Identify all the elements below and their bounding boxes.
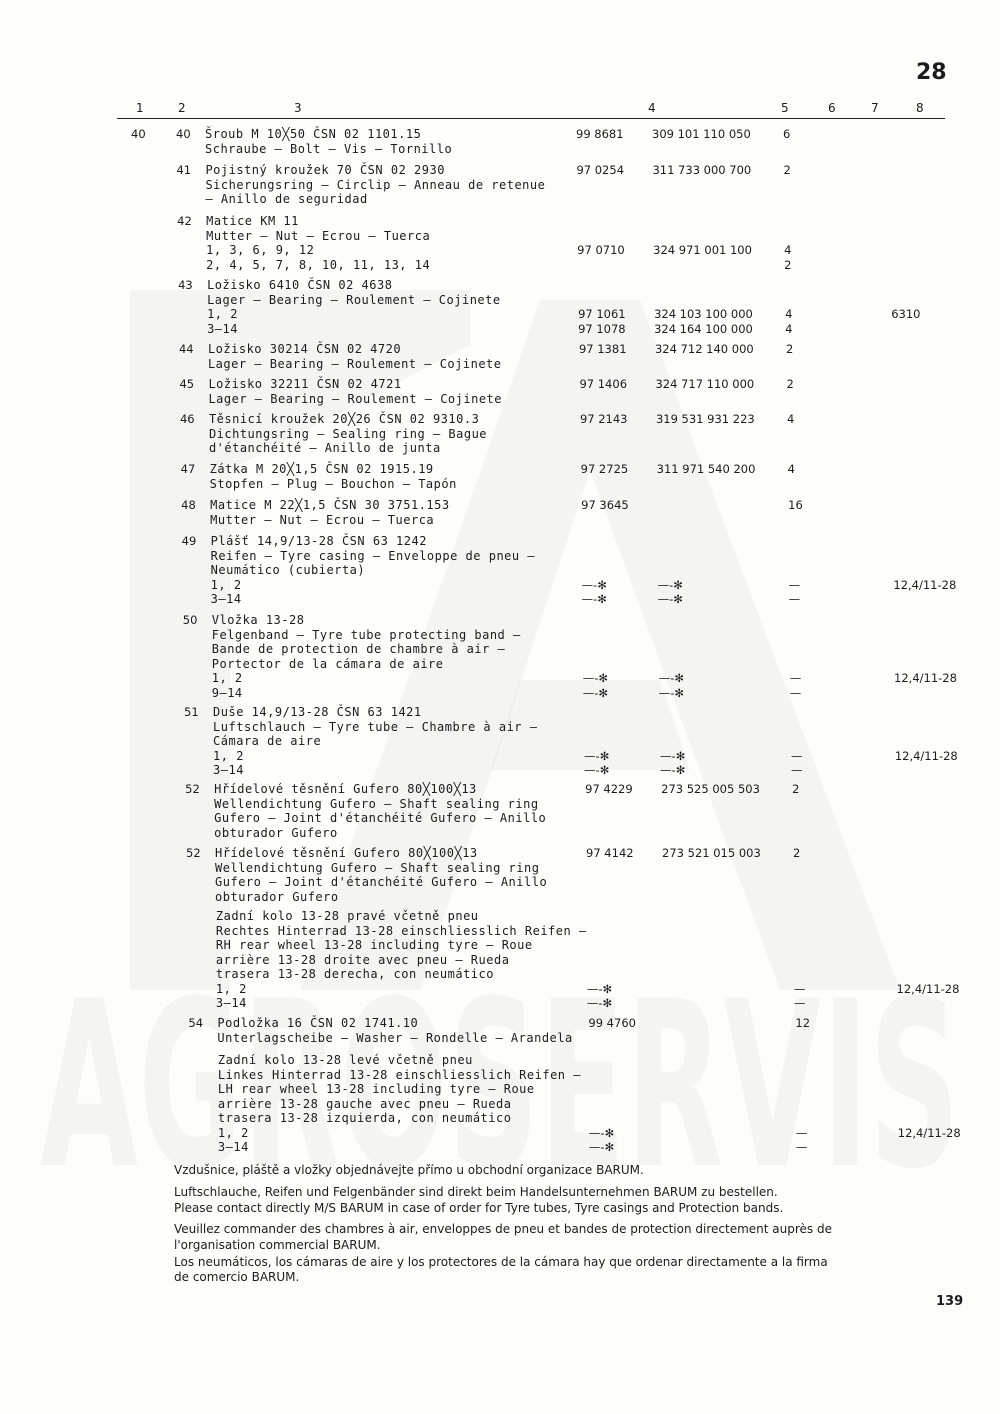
quantity: 2	[783, 163, 791, 177]
part-description-line: 1, 3, 6, 9, 12	[206, 243, 315, 257]
part-description-line: Matice M 22╳1,5 ČSN 30 3751.153	[210, 498, 450, 512]
catalog-number: —-✻	[586, 981, 613, 996]
note-line: Please contact directly M/S BARUM in case of order for Tyre tubes, Tyre casings and Protection bands.	[174, 1201, 784, 1215]
part-description-line: Reifen — Tyre casing — Enveloppe de pneu —	[210, 548, 536, 563]
part-description-line: Zátka M 20╳1,5 ČSN 02 1915.19	[209, 462, 434, 476]
catalog-number: 97 2725	[580, 462, 629, 476]
part-description-line: 1, 2	[211, 671, 243, 685]
part-description-line: Stopfen — Plug — Bouchon — Tapón	[209, 476, 457, 491]
watermark-text: AGROSERVIS	[40, 953, 961, 1220]
part-description-line: Pojistný kroužek 70 ČSN 02 2930	[205, 163, 445, 177]
part-number: 324 712 140 000	[654, 342, 754, 356]
part-description-line: obturador Gufero	[215, 889, 339, 904]
part-description-line: Wellendichtung Gufero — Shaft sealing ring	[214, 796, 539, 811]
part-description-line: 3—14	[213, 763, 244, 777]
part-description-line: RH rear wheel 13-28 including tyre — Roue	[215, 938, 533, 952]
quantity: —	[789, 671, 802, 685]
position-number: 49	[181, 534, 197, 548]
part-description-line: Ložisko 32211 ČSN 02 4721	[208, 377, 402, 391]
note-line: Veuillez commander des chambres à air, enveloppes de pneu et bandes de protection directement auprès de	[174, 1222, 832, 1236]
part-description-line: arrière 13-28 gauche avec pneu — Rueda	[217, 1096, 512, 1111]
part-description-line: Vložka 13-28	[211, 613, 305, 627]
part-description-line: Lager — Bearing — Roulement — Cojinete	[207, 356, 502, 371]
part-description-line: 9—14	[211, 685, 243, 700]
part-description-line: 1, 2	[217, 1125, 249, 1140]
quantity: 4	[787, 462, 795, 476]
quantity: 2	[786, 377, 794, 391]
catalog-number: 97 1406	[579, 377, 628, 391]
part-description-line: obturador Gufero	[214, 825, 338, 840]
part-description-line: Lager — Bearing — Roulement — Cojinete	[208, 391, 502, 406]
part-number: —-✻	[658, 671, 685, 685]
part-number: 311 971 540 200	[656, 462, 756, 476]
header-col-4: 4	[648, 101, 656, 115]
part-description-line: Bande de protection de chambre à air —	[211, 642, 506, 656]
position-number: 47	[180, 462, 196, 476]
header-col-2: 2	[178, 101, 186, 115]
position-number: 54	[188, 1016, 204, 1030]
quantity: 6	[783, 127, 791, 141]
part-description-line: Podložka 16 ČSN 02 1741.10	[217, 1016, 419, 1030]
quantity: —	[791, 763, 803, 777]
note-line: Luftschlauche, Reifen und Felgenbänder sind direkt beim Handelsunternehmen BARUM zu bestellen.	[174, 1185, 778, 1199]
part-number: —-✻	[658, 685, 685, 700]
part-description-line: Ložisko 30214 ČSN 02 4720	[207, 342, 402, 356]
catalog-number: —-✻	[581, 592, 607, 606]
catalog-number: —-✻	[582, 685, 609, 700]
part-description-line: 1, 2	[207, 307, 238, 321]
header-col-7: 7	[871, 101, 879, 115]
quantity: 2	[793, 846, 801, 860]
part-description-line: Wellendichtung Gufero — Shaft sealing ring	[215, 860, 540, 875]
part-description-line: Linkes Hinterrad 13-28 einschliesslich Reifen —	[217, 1067, 581, 1082]
part-number: 273 521 015 003	[662, 846, 761, 860]
note-line: l'organisation commercial BARUM.	[174, 1238, 381, 1252]
part-number: 324 164 100 000	[654, 321, 753, 336]
part-number: —-✻	[657, 592, 683, 606]
position-number: 46	[179, 412, 195, 426]
position-number: 48	[181, 498, 196, 512]
position-number: 42	[177, 214, 192, 228]
catalog-number: 97 1381	[578, 342, 627, 356]
part-description-line: Neumático (cubierta)	[210, 563, 366, 577]
header-col-1: 1	[136, 101, 144, 115]
remark: 12,4/11-28	[896, 981, 960, 996]
part-number: 273 525 005 503	[661, 782, 760, 796]
remark: 12,4/11-28	[894, 748, 958, 763]
part-description-line: Hřídelové těsnění Gufero 80╳100╳13	[214, 782, 477, 796]
quantity: —	[788, 592, 801, 606]
catalog-number: —-✻	[588, 1140, 615, 1154]
position-number: 52	[185, 782, 200, 796]
part-description-line: Sicherungsring — Circlip — Anneau de retenue	[205, 177, 546, 192]
quantity: —	[795, 1125, 808, 1140]
note-line: Los neumáticos, los cámaras de aire y los protectores de la cámara hay que ordenar directamente a la firma	[174, 1255, 828, 1269]
part-description-line: Lager — Bearing — Roulement — Cojinete	[207, 292, 501, 307]
part-description-line: Zadní kolo 13-28 levé včetně pneu	[217, 1053, 473, 1067]
header-col-5: 5	[781, 101, 789, 115]
catalog-number: 99 4760	[588, 1016, 636, 1030]
part-description-line: d'étanchéité — Anillo de junta	[208, 441, 441, 455]
quantity: —	[793, 981, 806, 996]
catalog-number: 97 3645	[581, 498, 629, 512]
part-description-line: Duše 14,9/13-28 ČSN 63 1421	[213, 705, 422, 719]
position-number: 43	[178, 278, 193, 292]
header-rule	[117, 118, 945, 119]
catalog-number: 97 2143	[579, 412, 628, 426]
position-number: 41	[176, 163, 192, 177]
part-description-line: Hřídelové těsnění Gufero 80╳100╳13	[215, 846, 478, 860]
part-description-line: 1, 2	[213, 748, 244, 763]
catalog-number: —-✻	[582, 671, 609, 685]
part-description-line: Unterlagscheibe — Washer — Rondelle — Arandela	[217, 1030, 573, 1045]
part-description-line: arrière 13-28 droite avec pneu — Rueda	[215, 952, 510, 967]
quantity: —	[789, 685, 802, 700]
quantity: 2	[784, 257, 792, 272]
quantity: —	[793, 996, 806, 1010]
bottom-page-number: 139	[936, 1294, 964, 1309]
part-description-line: Gufero — Joint d'étanchéité Gufero — Anillo	[215, 875, 548, 889]
part-description-line: LH rear wheel 13-28 including tyre — Roue	[217, 1082, 535, 1096]
part-number: 311 733 000 700	[652, 163, 752, 177]
part-description-line: Mutter — Nut — Ecrou — Tuerca	[206, 228, 431, 243]
position-number: 45	[179, 377, 195, 391]
catalog-number: —-✻	[586, 996, 613, 1010]
quantity: 4	[784, 243, 792, 257]
quantity: 2	[785, 342, 794, 356]
catalog-number: 99 8681	[576, 127, 624, 141]
catalog-number: —-✻	[588, 1125, 615, 1140]
part-description-line: Rechtes Hinterrad 13-28 einschliesslich Reifen —	[215, 923, 587, 938]
part-description-line: Mutter — Nut — Ecrou — Tuerca	[210, 512, 435, 527]
remark: 12,4/11-28	[897, 1125, 961, 1140]
part-description-line: 3—14	[215, 996, 247, 1010]
quantity: 12	[795, 1016, 811, 1030]
header-col-3: 3	[294, 101, 302, 115]
part-description-line: Luftschlauch — Tyre tube — Chambre à air —	[213, 719, 538, 734]
page-number: 28	[916, 60, 947, 85]
part-number: —-✻	[660, 748, 686, 763]
group-number: 40	[131, 127, 146, 141]
part-number: —-✻	[660, 763, 686, 777]
part-description-line: Portector de la cámara de aire	[211, 656, 444, 671]
part-description-line: Cámara de aire	[213, 734, 322, 748]
quantity: 4	[786, 412, 795, 426]
part-description-line: 1, 2	[215, 981, 247, 996]
part-description-line: trasera 13-28 derecha, con neumático	[215, 967, 494, 981]
header-col-6: 6	[828, 101, 836, 115]
remark: 12,4/11-28	[893, 577, 957, 592]
part-description-line: Felgenband — Tyre tube protecting band —	[211, 627, 521, 642]
part-description-line: 2, 4, 5, 7, 8, 10, 11, 13, 14	[206, 257, 431, 272]
quantity: 4	[785, 321, 793, 336]
part-description-line: — Anillo de seguridad	[205, 192, 368, 206]
quantity: 16	[788, 498, 803, 512]
catalog-number: 97 0710	[577, 243, 625, 257]
part-description-line: 3—14	[207, 321, 238, 336]
position-number: 51	[184, 705, 199, 719]
note-line: de comercio BARUM.	[174, 1270, 300, 1284]
part-number: 319 531 931 223	[655, 412, 755, 426]
part-description-line: Gufero — Joint d'étanchéité Gufero — Anillo	[214, 811, 547, 825]
note-line: Vzdušnice, pláště a vložky objednávejte přímo u obchodní organizace BARUM.	[174, 1163, 644, 1177]
catalog-number: —-✻	[584, 748, 610, 763]
catalog-number: 97 0254	[576, 163, 625, 177]
quantity: —	[795, 1140, 808, 1154]
part-description-line: 1, 2	[210, 577, 242, 592]
catalog-number: —-✻	[584, 763, 610, 777]
catalog-number: 97 1061	[578, 307, 626, 321]
part-number: 309 101 110 050	[652, 127, 751, 141]
part-description-line: Matice KM 11	[206, 214, 299, 228]
catalog-number: 97 4142	[586, 846, 634, 860]
part-description-line: Těsnicí kroužek 20╳26 ČSN 02 9310.3	[208, 412, 480, 426]
part-description-line: Plášť 14,9/13-28 ČSN 63 1242	[210, 534, 427, 548]
position-number: 52	[186, 846, 201, 860]
quantity: 4	[785, 307, 793, 321]
part-description-line: Zadní kolo 13-28 pravé včetně pneu	[215, 909, 479, 923]
quantity: 2	[792, 782, 800, 796]
position-number: 40	[176, 127, 191, 141]
part-description-line: trasera 13-28 izquierda, con neumático	[217, 1111, 512, 1125]
part-description-line: Schraube — Bolt — Vis — Tornillo	[205, 141, 453, 156]
catalog-number: 97 4229	[585, 782, 633, 796]
part-number: —-✻	[657, 577, 683, 592]
quantity: —	[788, 577, 801, 592]
part-number: 324 103 100 000	[654, 307, 753, 321]
header-col-8: 8	[916, 101, 924, 115]
catalog-number: 97 1078	[578, 321, 626, 336]
position-number: 50	[182, 613, 198, 627]
part-description-line: Šroub M 10╳50 ČSN 02 1101.15	[205, 127, 422, 141]
remark: 6310	[891, 307, 921, 321]
remark: 12,4/11-28	[894, 671, 957, 685]
part-description-line: 3—14	[217, 1140, 249, 1154]
position-number: 44	[178, 342, 194, 356]
catalog-number: —-✻	[581, 577, 607, 592]
part-number: 324 717 110 000	[655, 377, 755, 391]
quantity: —	[791, 748, 803, 763]
part-description-line: 3—14	[210, 592, 242, 606]
part-description-line: Dichtungsring — Sealing ring — Bague	[208, 426, 488, 441]
part-number: 324 971 001 100	[653, 243, 752, 257]
part-description-line: Ložisko 6410 ČSN 02 4638	[207, 278, 393, 292]
